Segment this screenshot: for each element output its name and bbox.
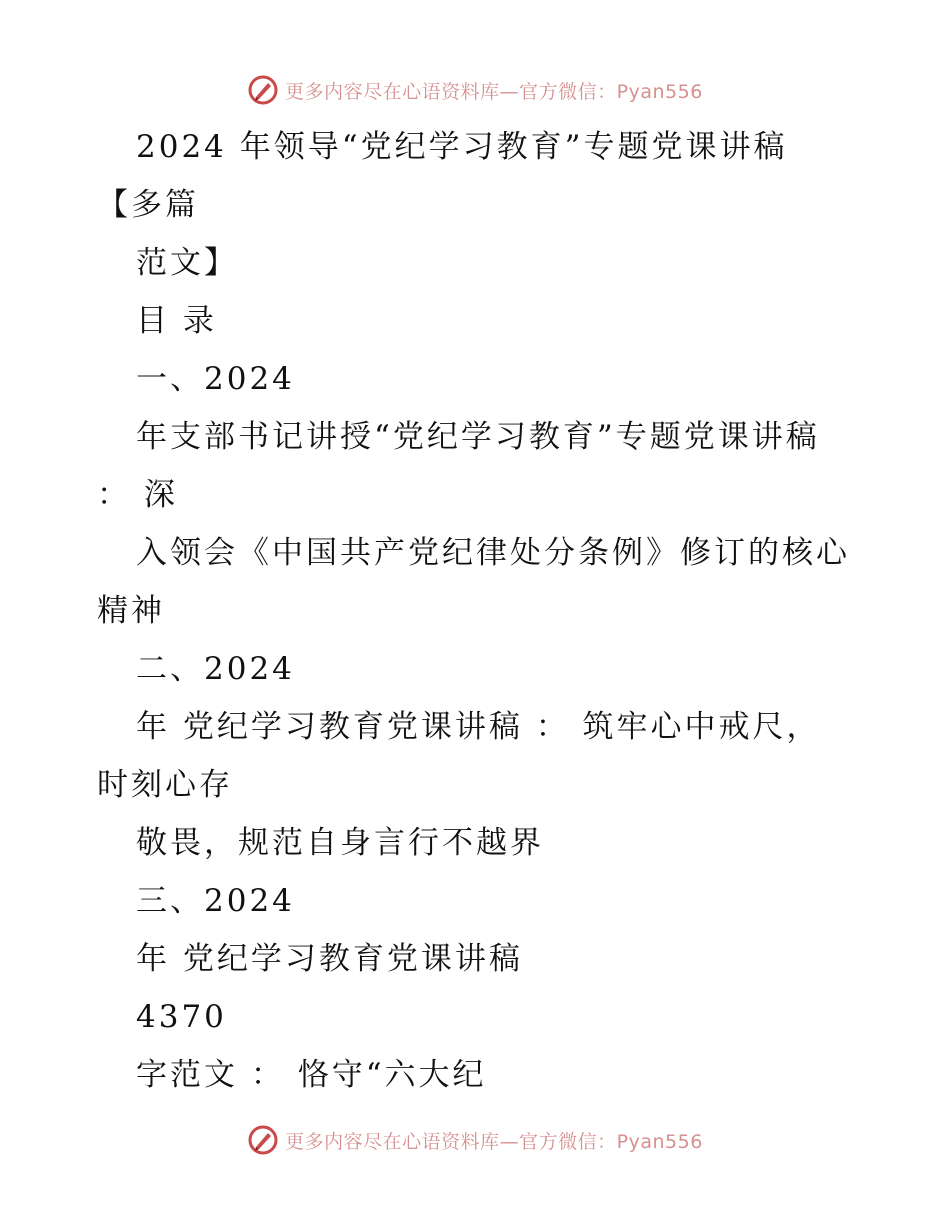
toc-item-2-text: 敬畏，规范自身言行不越界 (136, 825, 544, 861)
toc-item-1: 一、2024 (136, 361, 295, 397)
header-watermark (0, 70, 950, 110)
toc-item-1-text: 年支部书记讲授“党纪学习教育”专题党课讲稿 (136, 419, 820, 455)
toc-item-1-text: 精神 (97, 593, 165, 629)
toc-item-3-text: 字范文 ： 恪守“六大纪 (136, 1057, 487, 1093)
title-continuation: 【多篇 (97, 187, 199, 223)
toc-item-1-text: 入领会《中国共产党纪律处分条例》修订的核心 (136, 535, 850, 571)
pen-circle-logo-icon (247, 1124, 279, 1156)
watermark-text: 更多内容尽在心语资料库—官方微信：Pyan556 (285, 80, 703, 103)
pen-circle-logo-icon (247, 74, 279, 106)
toc-item-3-text: 年 党纪学习教育党课讲稿 (136, 941, 523, 977)
toc-item-2-text: 时刻心存 (97, 767, 233, 803)
toc-item-2: 二、2024 (136, 651, 295, 687)
toc-heading: 目 录 (136, 303, 217, 339)
document-title: 2024 年领导“党纪学习教育”专题党课讲稿 (136, 129, 788, 165)
title-continuation: 范文】 (136, 245, 238, 281)
watermark-text: 更多内容尽在心语资料库—官方微信：Pyan556 (285, 1130, 703, 1153)
footer-watermark (0, 1120, 950, 1160)
toc-item-3-text: 4370 (136, 999, 227, 1035)
toc-item-3: 三、2024 (136, 883, 295, 919)
toc-item-1-text: ： 深 (97, 477, 178, 513)
toc-item-2-text: 年 党纪学习教育党课讲稿 ： 筑牢心中戒尺， (136, 709, 821, 745)
